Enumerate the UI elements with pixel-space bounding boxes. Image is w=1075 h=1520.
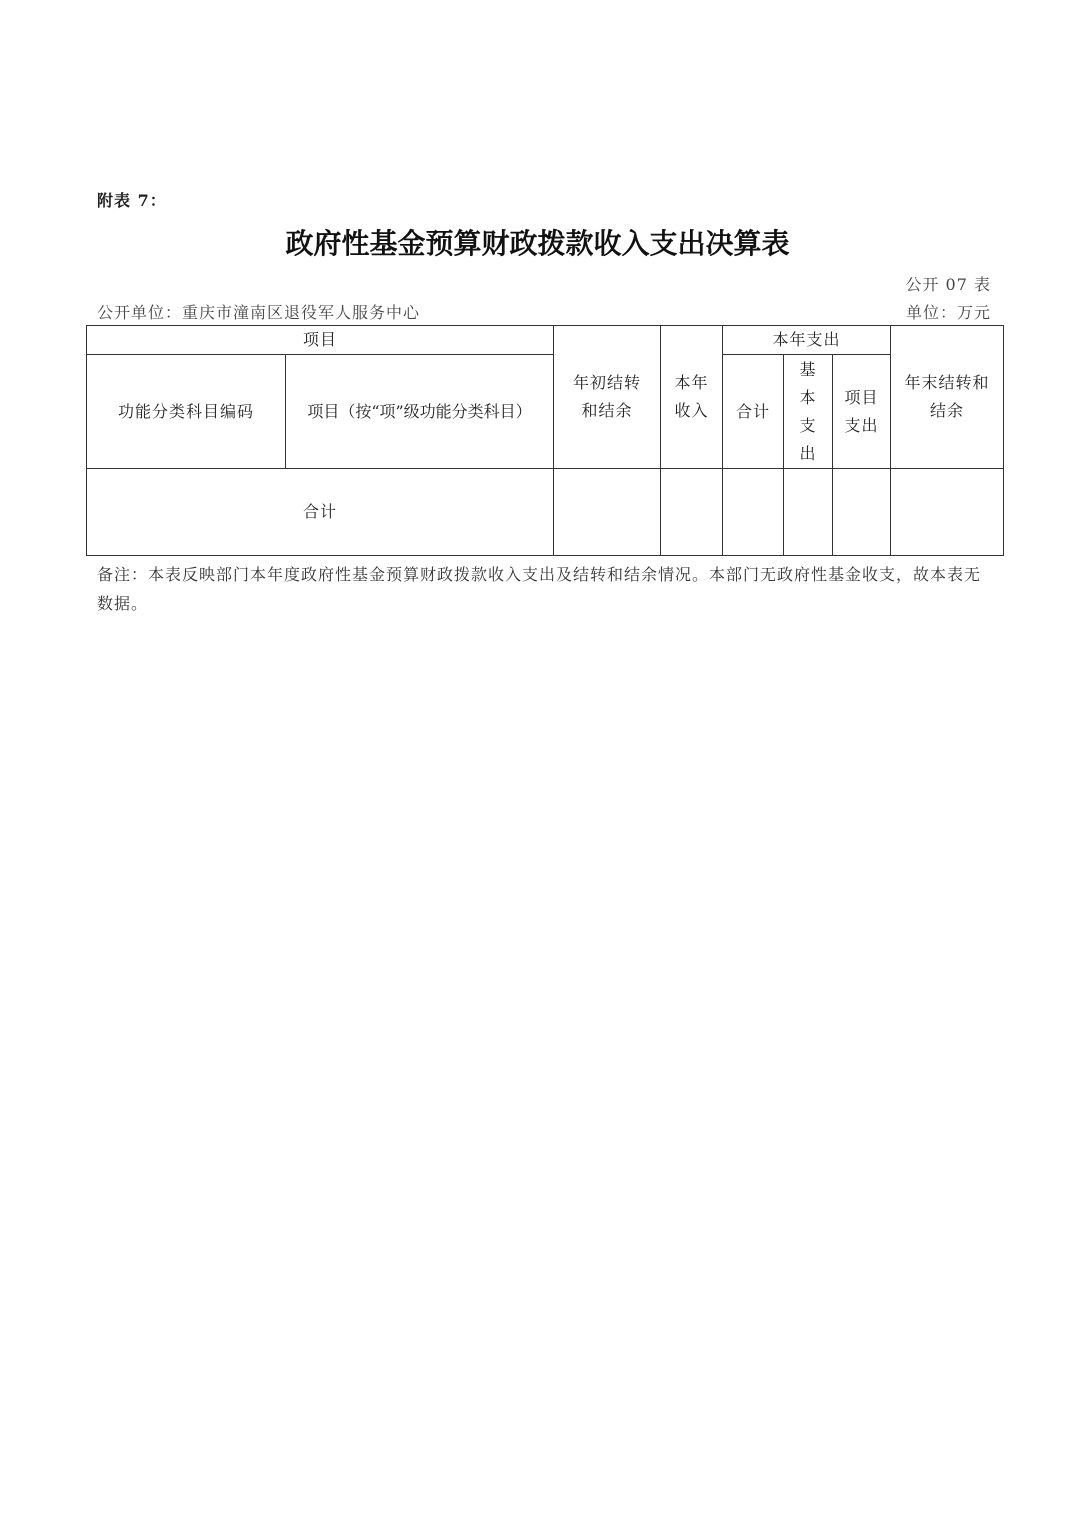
currency-unit: 单位：万元 [905, 303, 991, 322]
total-row-label: 合计 [87, 469, 554, 556]
total-end-balance [891, 469, 1004, 556]
page-title: 政府性基金预算财政拨款收入支出决算表 [285, 227, 790, 260]
header-expense-project [833, 355, 891, 469]
total-expense-total [723, 469, 784, 556]
total-begin-balance [554, 469, 661, 556]
header-income [661, 326, 723, 469]
header-expense-basic-text: 基本支出 [799, 359, 817, 463]
total-expense-basic [784, 469, 833, 556]
header-expense-total: 合计 [723, 355, 784, 469]
header-project: 项目 [87, 326, 554, 355]
header-begin-balance [554, 326, 661, 469]
header-income-text: 本年收入 [674, 373, 709, 420]
budget-table [86, 325, 1004, 556]
header-expense-project-text: 项目支出 [844, 387, 879, 435]
header-expense: 本年支出 [723, 326, 891, 355]
header-end-balance [891, 326, 1004, 469]
header-expense-basic [784, 355, 833, 469]
appendix-label: 附表 7： [97, 191, 167, 210]
total-expense-project [833, 469, 891, 556]
header-begin-balance-text: 年初结转和结余 [573, 373, 642, 420]
reporting-unit: 公开单位：重庆市潼南区退役军人服务中心 [97, 303, 421, 322]
header-func-code: 功能分类科目编码 [87, 355, 286, 469]
header-end-balance-text: 年末结转和结余 [904, 373, 990, 420]
table-note: 备注：本表反映部门本年度政府性基金预算财政拨款收入支出及结转和结余情况。本部门无政府性基金收支，故本表无数据。 [97, 565, 982, 613]
header-item: 项目（按“项”级功能分类科目） [286, 355, 554, 469]
form-number: 公开 07 表 [905, 275, 991, 294]
total-income [661, 469, 723, 556]
